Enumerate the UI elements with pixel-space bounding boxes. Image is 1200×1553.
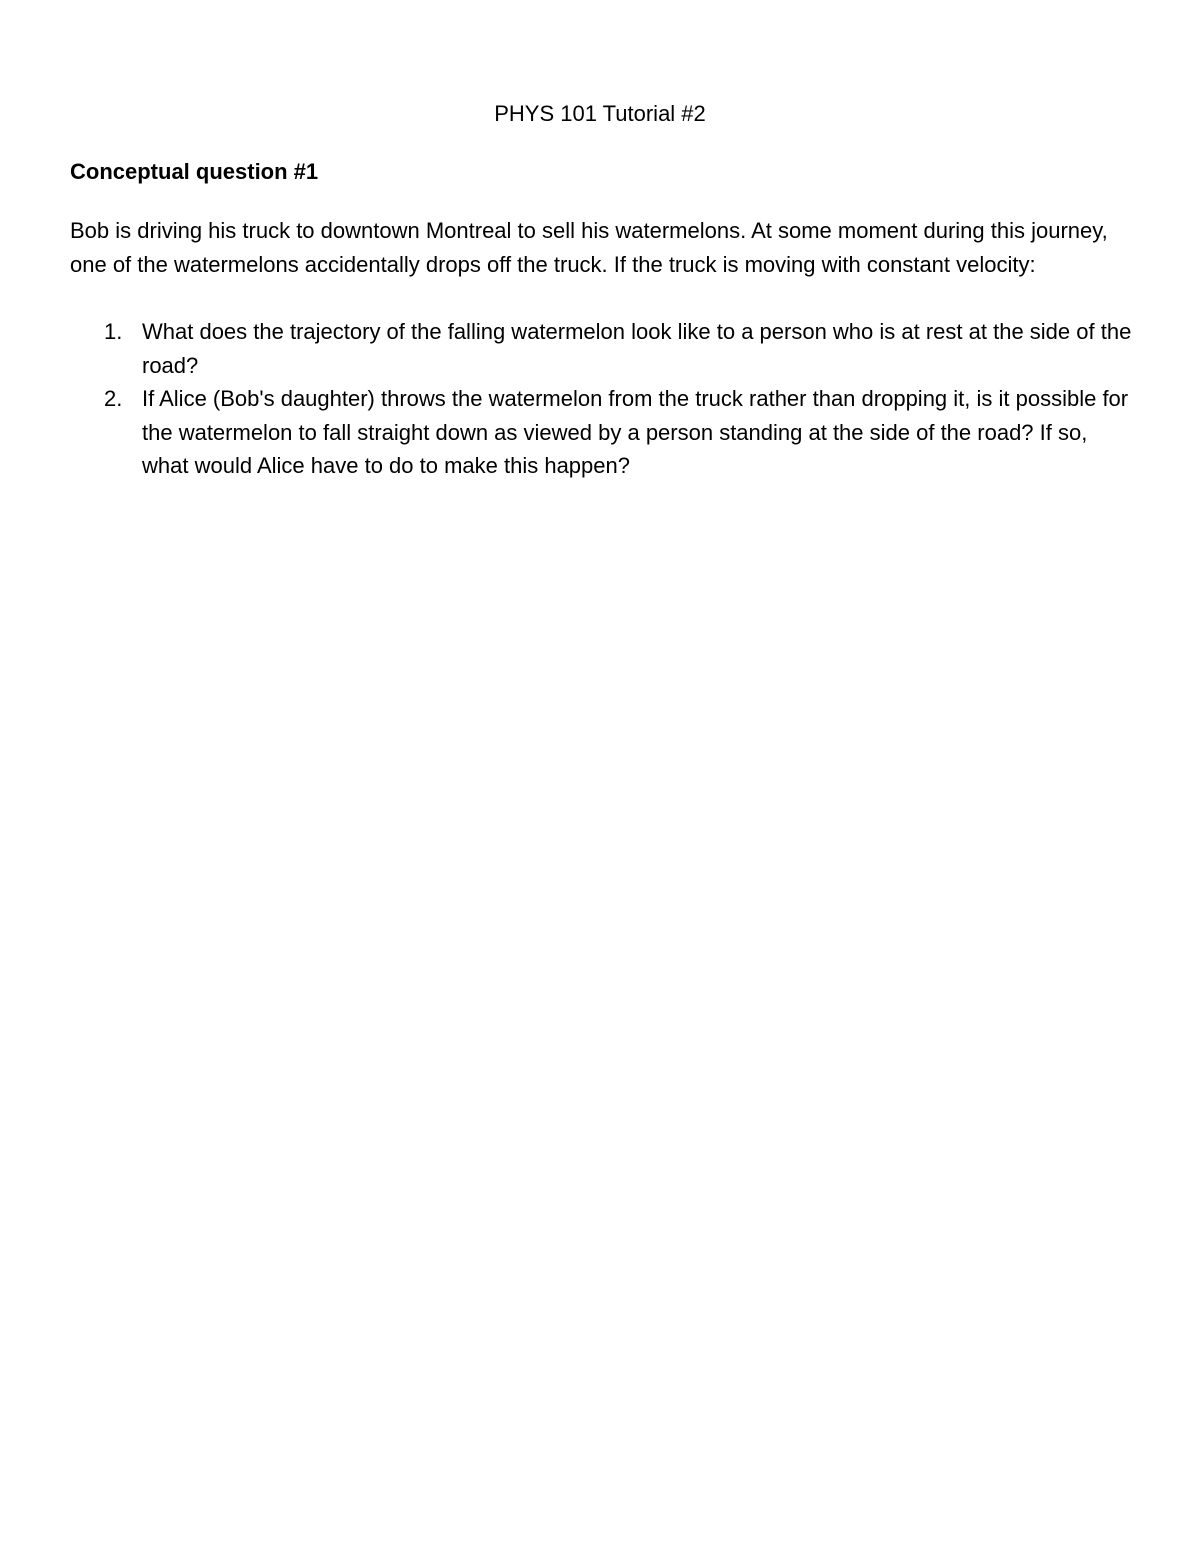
document-title: PHYS 101 Tutorial #2	[494, 101, 706, 126]
question-intro: Bob is driving his truck to downtown Montreal to sell his watermelons. At some moment during this journey, one of the watermelons accidentally drops off the truck. If the truck is moving with constant velocity:	[70, 218, 1108, 277]
list-item-number: 1.	[104, 319, 123, 344]
question-heading: Conceptual question #1	[70, 159, 319, 184]
list-item	[70, 315, 1132, 382]
question-list	[70, 315, 1132, 483]
list-item-text: If Alice (Bob's daughter) throws the watermelon from the truck rather than dropping it, is it possible for the watermelon to fall straight down as viewed by a person standing at the side of the road? If so, what would Alice have to do to make this happen?	[142, 386, 1129, 478]
list-item-text: What does the trajectory of the falling watermelon look like to a person who is at rest at the side of the road?	[142, 319, 1132, 378]
list-item	[70, 382, 1132, 483]
list-item-number: 2.	[104, 386, 123, 411]
